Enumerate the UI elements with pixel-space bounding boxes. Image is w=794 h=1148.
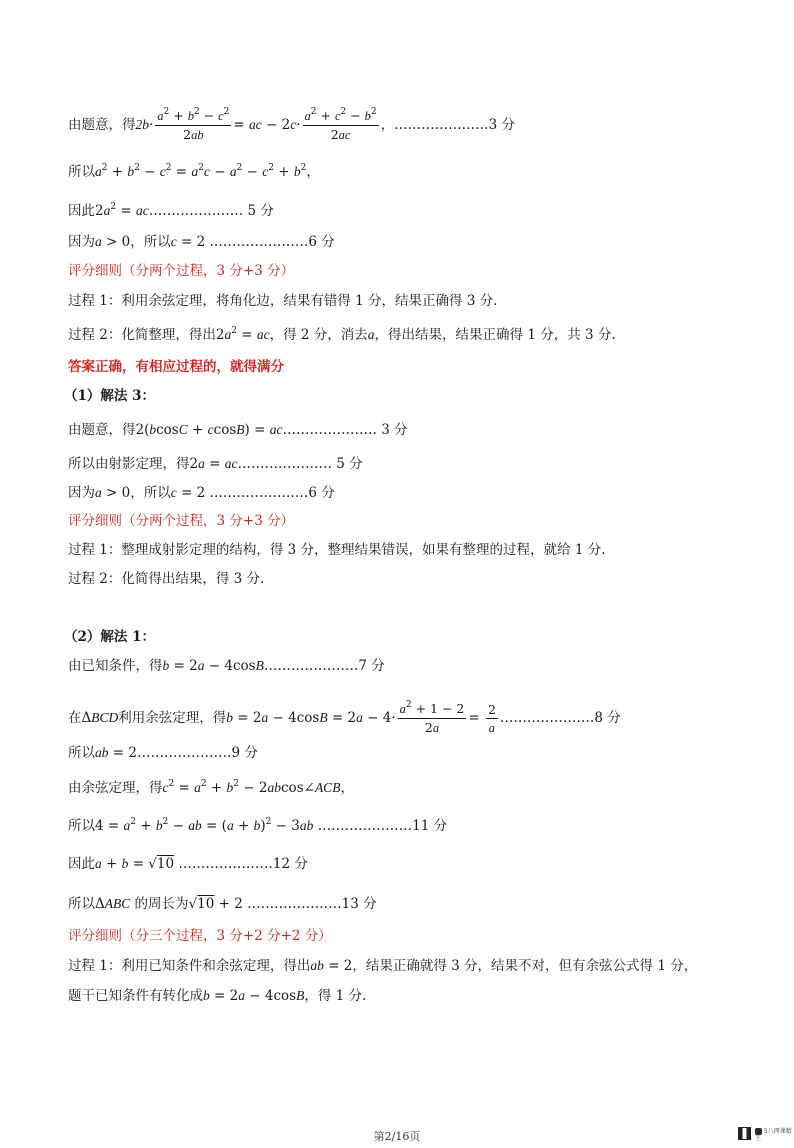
sol1-line-4: 因为a > 0，所以c = 2 .…………………6 分 (68, 234, 335, 250)
sol1-process-2: 过程 2：化简整理，得出$2a^2$ = ac，得 2 分，消去a，得出结果，结果正确得 1 分，共 3 分. (68, 326, 616, 343)
fraction: $\frac{2}{a}$ (487, 701, 496, 735)
fraction: $\frac{a^2 + b^2 - c^2}{2ab}$ (157, 107, 230, 142)
sol3-rule-title: 评分细则（分两个过程，3 分+3 分） (68, 513, 295, 529)
sol1-line-1: 由题意，得2b· $\frac{a^2 + b^2 - c^2}{2ab}$ = ac − 2c· $\frac{a^2 + c^2 - b^2}{2ac}$ ，…………………3 分 (68, 107, 516, 142)
sol3-line-2: 所以由射影定理，得2a = ac………………… 5 分 (68, 456, 363, 472)
part2-line-1: 由已知条件，得b = 2a − 4cosB…………………7 分 (68, 658, 385, 674)
sol1-line-3: 因此$2a^2$ = ac………………… 5 分 (68, 202, 274, 219)
sol3-process-1: 过程 1：整理成射影定理的结构，得 3 分，整理结果错误，如果有整理的过程，就给 1 分. (68, 542, 606, 558)
part2-process-1: 过程 1：利用已知条件和余弦定理，得出ab = 2，结果正确就得 3 分，结果不对，但有余弦公式得 1 分， (68, 958, 698, 974)
sol1-rule-title: 评分细则（分两个过程，3 分+3 分） (68, 263, 295, 279)
part2-rule-title: 评分细则（分三个过程，3 分+2 分+2 分） (68, 928, 332, 944)
full-marks-note: 答案正确，有相应过程的，就得满分 (68, 359, 284, 375)
part2-line-6: 因此a + b = √10 …………………12 分 (68, 856, 308, 872)
part2-line-2: 在ΔBCD利用余弦定理，得b = 2a − 4cosB = 2a − 4· $\frac{a^2 + 1 - 2}{2a}$ = $\frac{2}{a}$ …………………8 分 (68, 700, 621, 735)
part2-line-7: 所以ΔABC 的周长为√10 + 2 …………………13 分 (68, 896, 377, 912)
brand-logo-icon (755, 1128, 762, 1135)
fraction: $\frac{a^2 + 1 - 2}{2a}$ (399, 700, 465, 735)
sol3-line-3: 因为a > 0，所以c = 2 .…………………6 分 (68, 485, 335, 501)
part2-line-3: 所以ab = 2…………………9 分 (68, 745, 258, 761)
fraction: $\frac{a^2 + c^2 - b^2}{2ac}$ (304, 107, 377, 142)
part2-heading: （2）解法 1： (64, 629, 155, 645)
part2-process-1-cont: 题干已知条件有转化成b = 2a − 4cosB，得 1 分. (68, 988, 367, 1004)
sol1-process-1: 过程 1：利用余弦定理，将角化边，结果有错得 1 分，结果正确得 3 分. (68, 293, 498, 309)
qr-code-icon (738, 1127, 751, 1140)
part2-line-5: 所以$4 = a^2 + b^2$ − ab = $(a + b)^2 - 3ab$ …………………11 分 (68, 817, 448, 834)
sol3-process-2: 过程 2：化简得出结果，得 3 分. (68, 571, 265, 587)
brand-watermark: 5八网课精王 (755, 1128, 792, 1142)
sol1-line-2: 所以$a^2 + b^2 - c^2 = a^2c - a^2 - c^2 + b^2$， (68, 163, 320, 180)
part2-line-4: 由余弦定理，得$c^2 = a^2 + b^2$ − 2abcos∠ACB， (68, 779, 354, 796)
page-number: 第2/16页 (373, 1130, 421, 1143)
sol3-heading: （1）解法 3： (64, 388, 155, 404)
sol3-line-1: 由题意，得2(bcosC + ccosB) = ac………………… 3 分 (68, 422, 408, 438)
